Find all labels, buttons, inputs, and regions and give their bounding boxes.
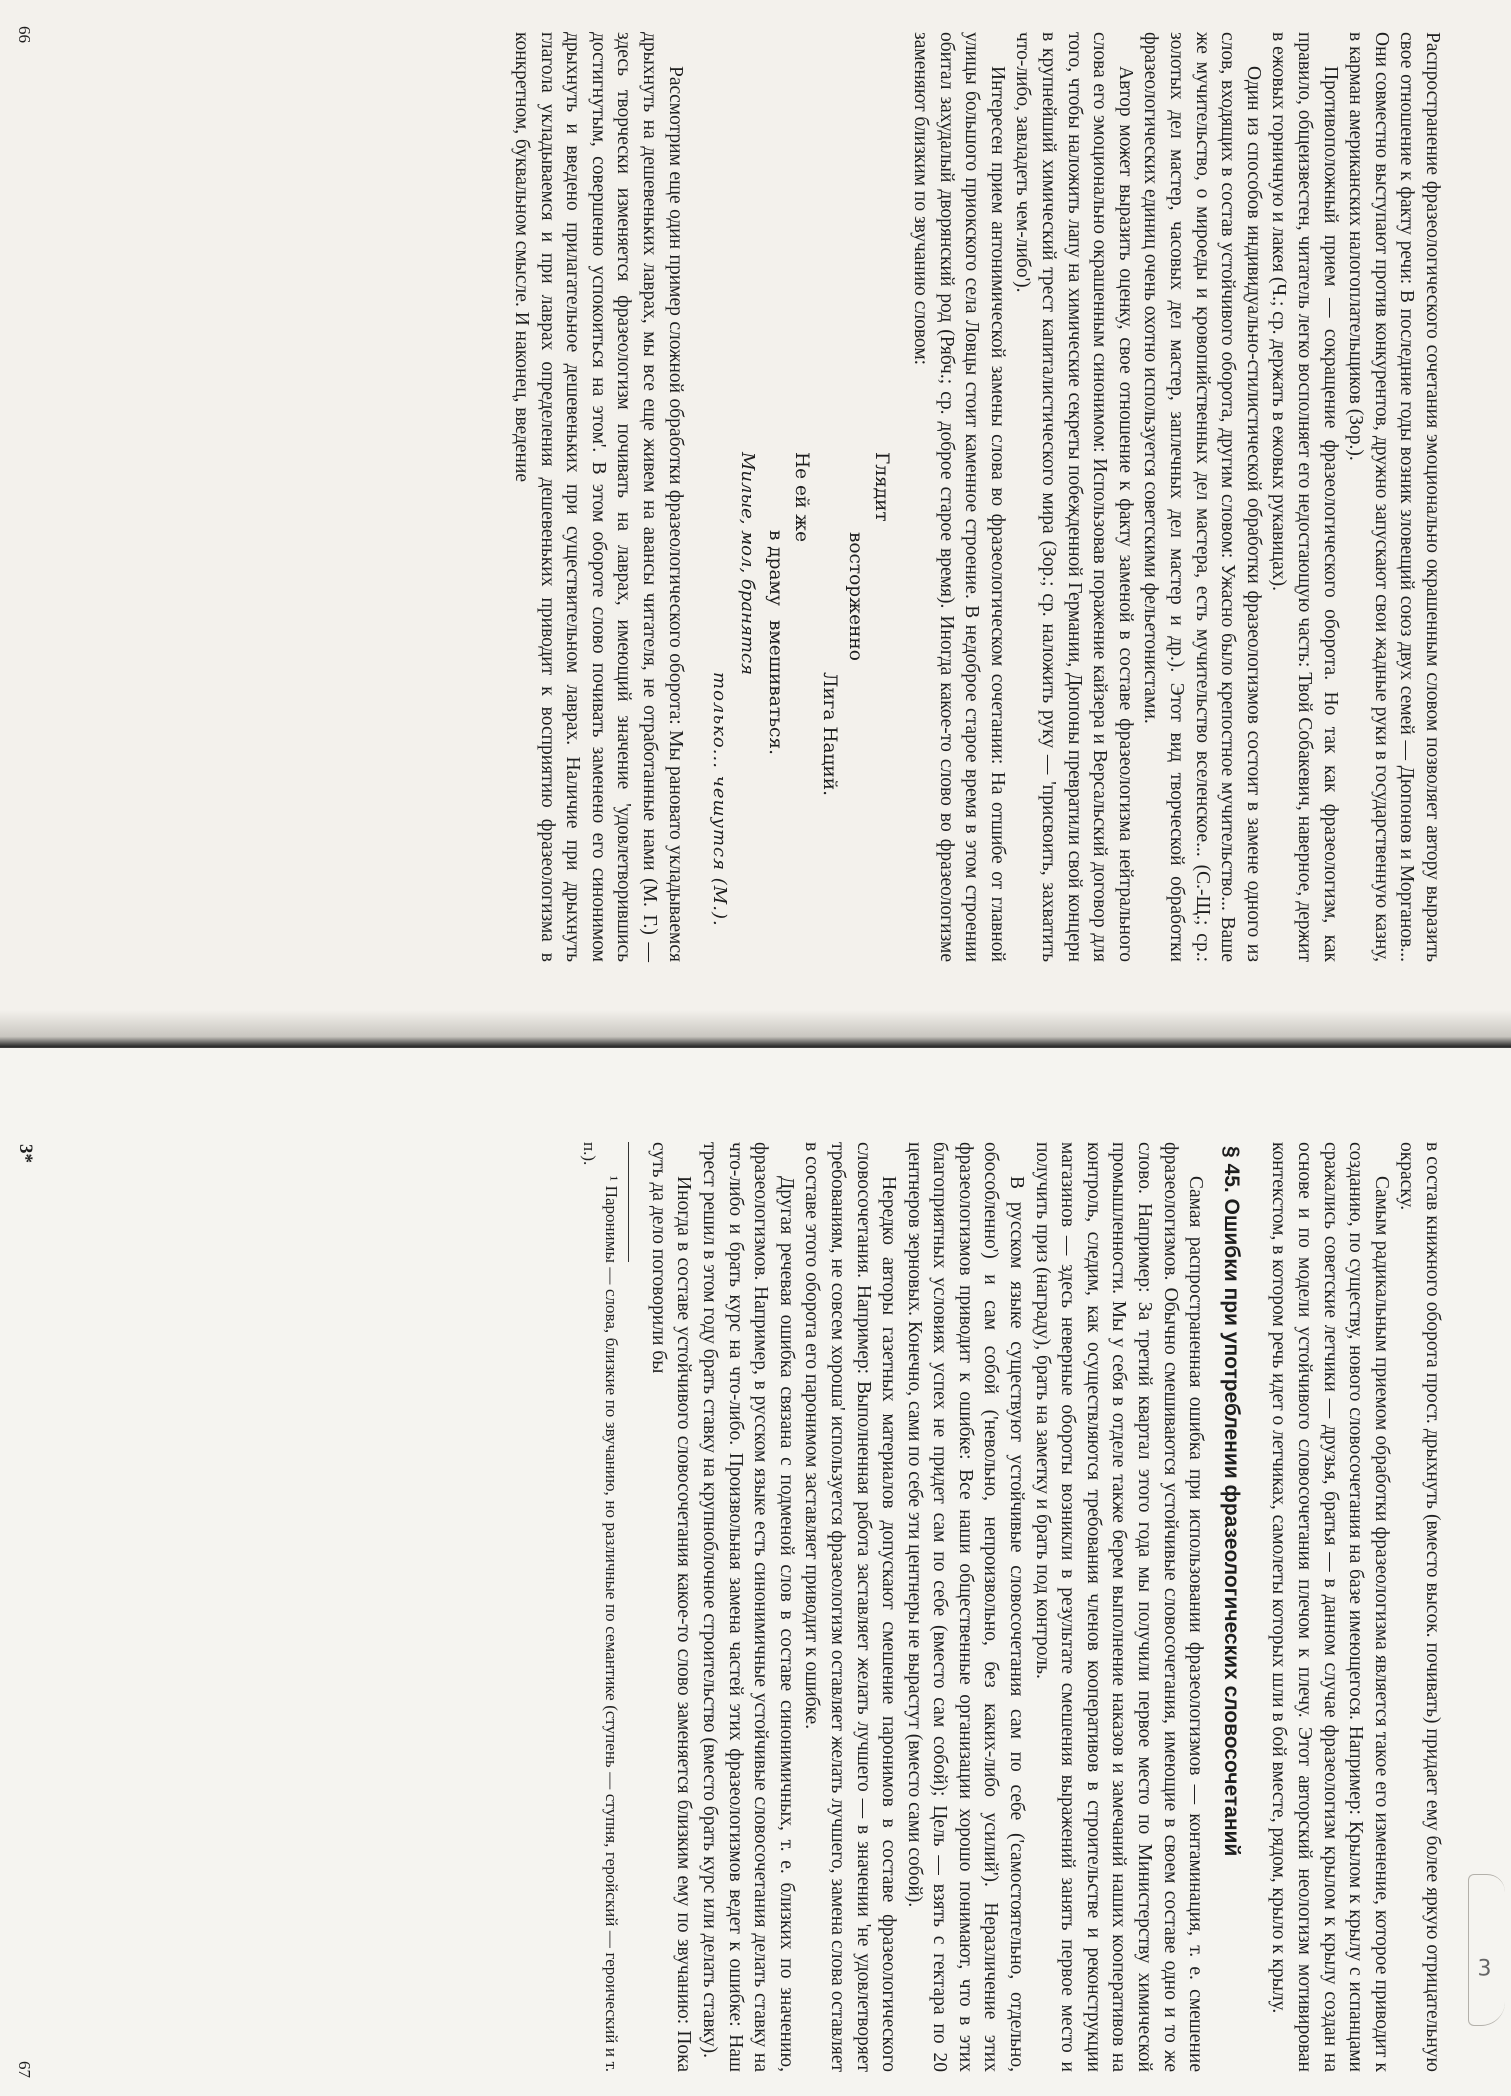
pencil-mark: 3 — [1477, 1956, 1492, 1982]
paragraph: Другая речевая ошибка связана с подменой слов в составе синонимичных, т. е. близких по значению, фразеологизмов. Например, в русском языке есть синонимичные устойчивые словосочетания делать ставку на что-либо и брать курс на что-либо. Произвольная замена частей этих фразеологизмов ведет к ошибке: Наш трест решил в этом году брать ставку на крупноблочное строительство (вместо брать курс или делать ставку). — [698, 1142, 797, 2072]
paragraph: Самым радикальным приемом обработки фразеологизма является такое его изменение, которое приводит к созданию, по существу, нового словосочетания на базе имеющегося. Например: Крылом к крылу с испанцами сражались советские летчики — друзья, братья — в данном случае фразеологизм крылом к крылу создан на основе и по модели устойчивого словосочетания плечом к плечу. Этот авторский неологизм мотивирован контекстом, в котором речь идет о летчиках, самолеты которых шли в бой вместе, рядом, крыло к крылу. — [1268, 1142, 1392, 2072]
paragraph: Рассмотрим еще один пример сложной обработки фразеологического оборота: Мы рановато укладываемся дрыхнуть на дешевеньких лаврах, мы все еще живем на авансы читателя, не отработанные нами (М. Г.) — здесь творчески изменяется фразеологизм почивать на лаврах, имеющий значение 'удовлетворившись достигнутым, совершенно успокоиться на этом'. В этом обороте слово почивать заменено его синонимом дрыхнуть и введено прилагательное дешевеньких при существительном лаврах. Наличие при дрыхнуть глагола укладываемся и при лаврах определения дешевеньких приводит к восприятию фразеологизма в конкретном, буквальном смысле. И наконец, введение — [510, 32, 686, 962]
poem-line: Милые, мол, бранятся — [736, 452, 758, 675]
poem-line: восторженно — [844, 532, 866, 661]
poem-line: только... чешутся (М.). — [708, 672, 730, 927]
paragraph: В русском языке существуют устойчивые словосочетания сам по себе ('самостоятельно, отдельно, обособленно') и сам собой ('невольно, непроизвольно, без каких-либо усилий'). Неразличение этих фразеологизмов приводит к ошибке: Все наши общественные организации хорошо понимают, что в этих благоприятных условиях успех не придет сам по себе (вместо сам собой); Цель — взять с гектара по 20 центнеров зерновых. Конечно, сами по себе эти центнеры не вырастут (вместо сами собой). — [903, 1142, 1028, 2072]
paragraph: Нередко авторы газетных материалов допускают смешение паронимов в составе фразеологического словосочетания. Например: Выполненная работа заставляет желать лучшего — в значении 'не удовлетворяет требованиям, не совсем хороша' используется фразеологизм оставляет желать лучшего, замена слова оставляет в составе этого оборота его паронимом заставляет приводит к ошибке. — [801, 1142, 900, 2072]
right-page-text — [578, 1142, 1445, 2072]
pencil-annotation — [1468, 1874, 1505, 2026]
paragraph: Один из способов индивидуально-стилистической обработки фразеологизмов состоит в замене одного из слов, входящих в состав устойчивого оборота, другим словом: Ужасно было крепостное мучительство... Ваше же мучительство, о мироеды и кровопийственных дел мастера, есть мучительство вселенское... (С.-Щ.; ср.: золотых дел мастер, часовых дел мастер, заплечных дел мастер и др.). Этот вид творческой обработки фразеологических единиц очень охотно используется советскими фельетонистами. — [1140, 32, 1264, 962]
paragraph: Распространение фразеологического сочетания эмоционально окрашенным словом позволяет автору выразить свое отношение к факту речи: В последние годы возник зловещий союз двух семей — Дюпонов и Морганов... Они совместно выступают против конкурентов, дружно запускают свои жадные руки в государственную казну, в карман американских налогоплательщиков (Зор.). — [1345, 32, 1443, 962]
page-number: 67 — [15, 2061, 34, 2078]
page-number: 66 — [15, 26, 34, 43]
paragraph: Самая распространенная ошибка при использовании фразеологизмов — контаминация, т. е. смешение фразеологизмов. Обычно смешиваются устойчивые словосочетания, имеющие в своем составе одно и то же слово. Например: За третий квартал этого года мы получили первое место по Министерству химической промышленности. Мы у себя в отделе также берем выполнение наказов и замечаний наших кооперативов на контроль, следим, как осуществляются требования членов кооперативов в строительстве и реконструкции магазинов — здесь неверные обороты возникли в результате смешения выражений занять первое место и получить приз (награду), брать на заметку и брать под контроль. — [1031, 1142, 1207, 2072]
poem-line: Лига Наций. — [818, 672, 840, 796]
poem-line: вмешиваться. — [764, 620, 786, 755]
left-page-text — [508, 32, 1445, 962]
poem-line: Не ей же — [790, 452, 812, 543]
poem-line: в драму — [764, 530, 786, 606]
paragraph: Интересен прием антонимической замены слова во фразеологическом сочетании: На отшибе от главной улицы большого приокского села Ловцы стоит каменное строение. В недоброе старое время в этом строении обитал захудалый дворянский род (Рябч.; ср. доброе старое время). Иногда какое-то слово во фразеологизме заменяют близким по звучанию словом: — [910, 32, 1008, 962]
poem-line: Глядит — [870, 452, 892, 522]
paragraph: в состав книжного оборота прост. дрыхнуть (вместо высок. почивать) придает ему более яркую отрицательную окраску. — [1396, 1142, 1443, 2072]
footnote: ¹ Паронимы — слова, близкие по звучанию, но различные по семантике (ступень — ступня, геройский — героический и т. п.). — [580, 1142, 622, 2072]
paragraph: Автор может выразить оценку, свое отношение к факту заменой в составе фразеологизма нейтрального слова его эмоционально окрашенным синонимом: Использовав поражение кайзера и Версальский договор для того, чтобы наложить лапу на химические секреты побежденной Германии, Дюпоны превратили свой концерн в крупнейший химический трест капиталистического мира (Зор.; ср. наложить руку — 'присвоить, захватить что-либо, завладеть чем-либо'). — [1012, 32, 1136, 962]
footnote-divider — [628, 1142, 629, 1262]
poem-quote — [700, 32, 896, 962]
paragraph: Иногда в составе устойчивого словосочетания какое-то слово заменяется близким ему по звучанию: Пока суть да дело поговорили бы — [647, 1142, 695, 2072]
signature-mark: 3* — [15, 1144, 36, 1163]
paragraph: Противоположный прием — сокращение фразеологического оборота. Но так как фразеологизм, как правило, общеизвестен, читатель легко восполняет его недостающую часть: Твой Собакевич, наверное, держит в ежовых горничную и лакея (Ч.; ср. держать в ежовых рукавицах). — [1268, 32, 1341, 962]
right-page — [0, 1048, 1511, 2096]
section-heading: § 45. Ошибки при употреблении фразеологических словосочетаний — [1219, 1146, 1243, 1857]
